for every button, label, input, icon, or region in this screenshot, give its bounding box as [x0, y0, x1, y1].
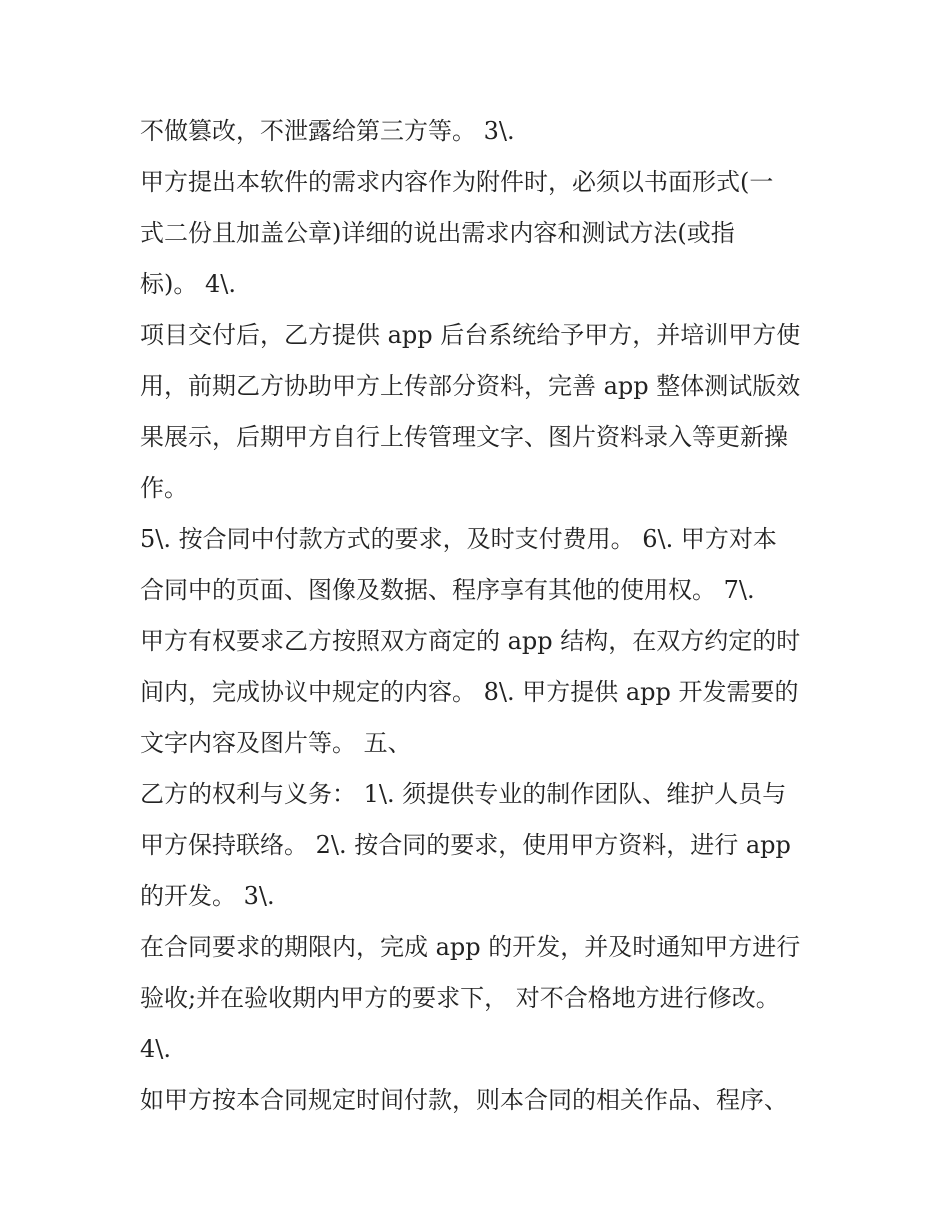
text-line-4: 标)。 4\.: [140, 270, 236, 298]
text-line-3: 式二份且加盖公章)详细的说出需求内容和测试方法(或指: [140, 219, 735, 247]
text-line-12: 间内，完成协议中规定的内容。 8\. 甲方提供 app 开发需要的: [140, 678, 799, 706]
text-line-20: 如甲方按本合同规定时间付款，则本合同的相关作品、程序、: [140, 1086, 788, 1114]
text-line-9: 5\. 按合同中付款方式的要求，及时支付费用。 6\. 甲方对本: [140, 525, 777, 553]
text-line-14: 乙方的权利与义务： 1\. 须提供专业的制作团队、维护人员与: [140, 780, 787, 808]
text-line-6: 用，前期乙方协助甲方上传部分资料，完善 app 整体测试版效: [140, 372, 801, 400]
text-line-18: 验收;并在验收期内甲方的要求下， 对不合格地方进行修改。: [140, 984, 780, 1012]
text-line-2: 甲方提出本软件的需求内容作为附件时，必须以书面形式(一: [140, 168, 774, 196]
text-line-8: 作。: [140, 474, 188, 502]
text-line-5: 项目交付后，乙方提供 app 后台系统给予甲方，并培训甲方使: [140, 321, 801, 349]
text-line-1: 不做篡改，不泄露给第三方等。 3\.: [140, 117, 515, 145]
text-line-13: 文字内容及图片等。 五、: [140, 729, 412, 757]
text-line-19: 4\.: [140, 1035, 171, 1063]
text-line-10: 合同中的页面、图像及数据、程序享有其他的使用权。 7\.: [140, 576, 755, 604]
text-line-17: 在合同要求的期限内，完成 app 的开发，并及时通知甲方进行: [140, 933, 801, 961]
text-line-7: 果展示，后期甲方自行上传管理文字、图片资料录入等更新操: [140, 423, 788, 451]
text-line-16: 的开发。 3\.: [140, 882, 275, 910]
contract-text: [140, 106, 830, 1126]
text-line-11: 甲方有权要求乙方按照双方商定的 app 结构，在双方约定的时: [140, 627, 801, 655]
text-line-15: 甲方保持联络。 2\. 按合同的要求，使用甲方资料，进行 app: [140, 831, 791, 859]
